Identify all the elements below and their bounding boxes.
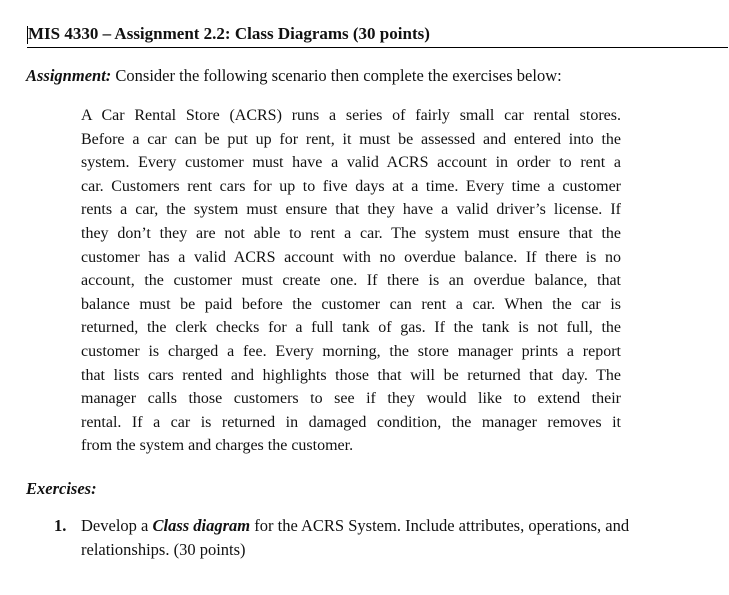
scenario-line: customer has a valid ACRS account with no overdue balance. If there is no (81, 248, 621, 266)
scenario-line: car. Customers rent cars for up to five days at a time. Every time a customer (81, 177, 621, 195)
assignment-label: Assignment: (26, 66, 112, 85)
exercise-line (81, 514, 721, 538)
scenario-line: rents a car, the system must ensure that they have a valid driver’s license. If (81, 201, 621, 219)
scenario-line: customer is charged a fee. Every morning, the store manager prints a report (81, 342, 621, 360)
exercise-prefix: Develop a (81, 516, 149, 535)
scenario-line: system. Every customer must have a valid ACRS account in order to rent a (81, 154, 621, 172)
scenario-line: Before a car can be put up for rent, it must be assessed and entered into the (81, 130, 621, 148)
exercises-heading: Exercises: (26, 479, 97, 498)
scenario-line: manager calls those customers to see if they would like to extend their (81, 390, 621, 408)
scenario-line: rental. If a car is returned in damaged condition, the manager removes it (81, 413, 621, 431)
scenario-line: they don’t they are not able to rent a car. The system must ensure that the (81, 224, 621, 242)
exercise-number: 1. (54, 516, 67, 535)
exercise-suffix: for the ACRS System. Include attributes, operations, and (254, 516, 630, 535)
scenario-paragraph (81, 104, 621, 458)
assignment-intro (26, 66, 562, 86)
scenario-line: balance must be paid before the customer can rent a car. When the car is (81, 295, 621, 313)
scenario-line: from the system and charges the customer. (81, 437, 354, 455)
scenario-line: account, the customer must create one. If there is an overdue balance, that (81, 272, 621, 290)
page-title: MIS 4330 – Assignment 2.2: Class Diagrams (30 points) (28, 24, 430, 43)
assignment-text: Consider the following scenario then complete the exercises below: (115, 66, 562, 85)
exercise-line: relationships. (30 points) (81, 540, 246, 559)
exercise-emphasis: Class diagram (152, 516, 251, 535)
scenario-line: that lists cars rented and highlights those that will be returned that day. The (81, 366, 621, 384)
scenario-line: returned, the clerk checks for a full tank of gas. If the tank is not full, the (81, 319, 621, 337)
exercise-text (81, 514, 721, 562)
title-divider (27, 47, 728, 48)
scenario-line: A Car Rental Store (ACRS) runs a series of fairly small car rental stores. (81, 107, 621, 124)
